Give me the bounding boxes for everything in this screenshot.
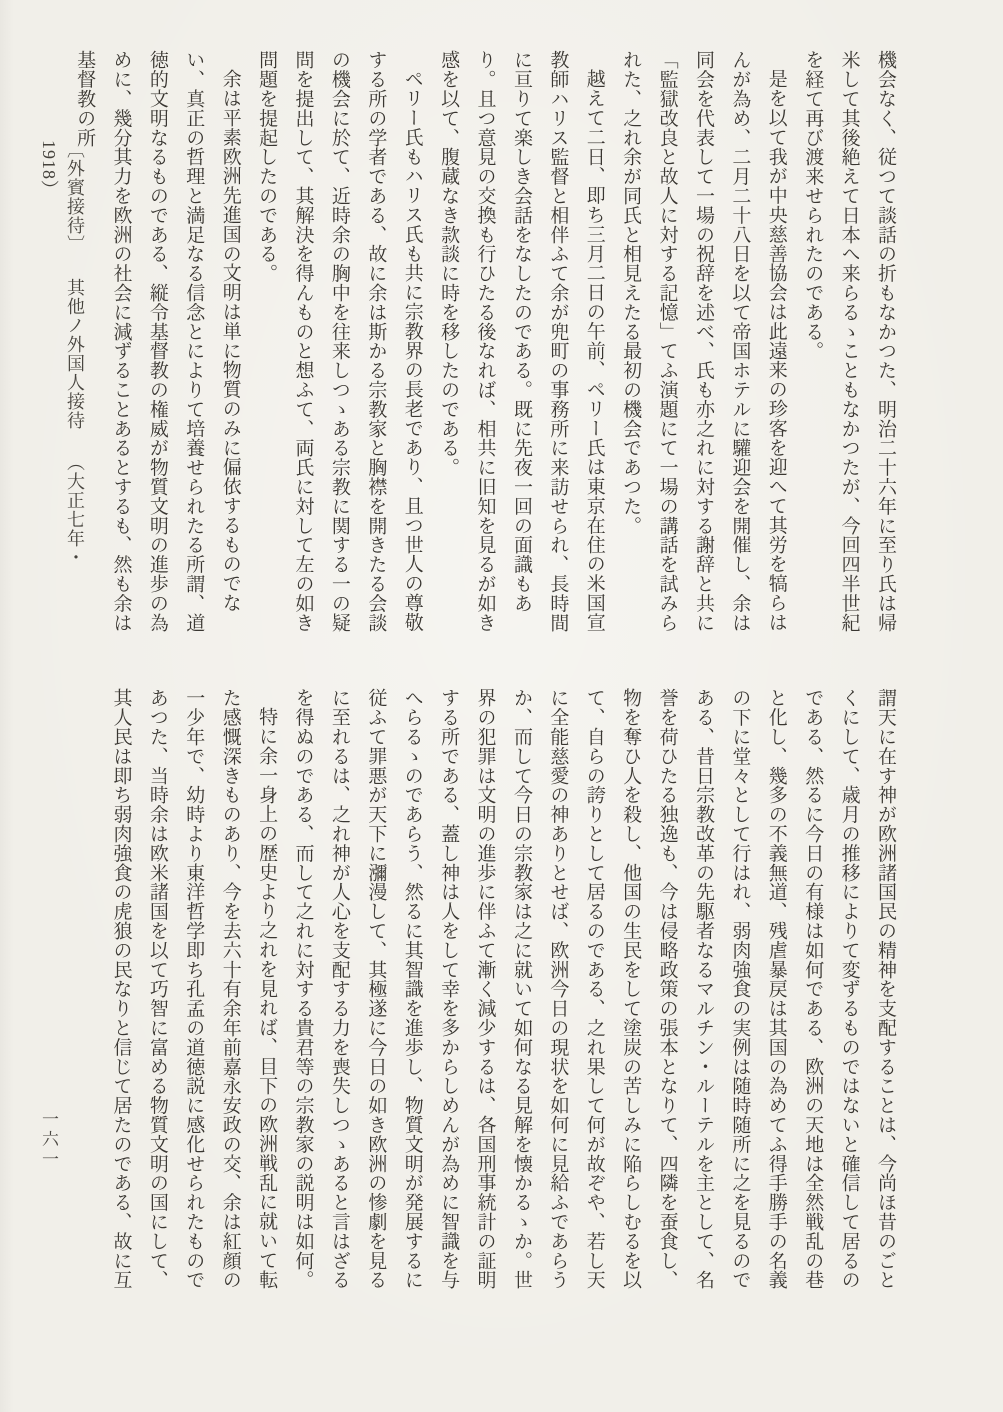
- paragraph: 機会なく、従つて談話の折もなかつた、明治二十六年に至り氏は帰米して其後絶えて日本へ来らるゝこともなかつたが、今回四半世紀を経て再び渡来せられたのである。: [802, 50, 896, 632]
- running-header-bracket-label: 〔外賓接待〕: [65, 140, 85, 254]
- page-number: 一六一: [39, 1110, 58, 1170]
- paragraph: 余は平素欧洲先進国の文明は単に物質のみに偏依するものでない、真正の哲理と満足なる信念とによりて培養せられたる所謂、道徳的文明なるものである、縦令基督教の権威が物質文明の進歩の為めに、幾分其力を欧洲の社会に減ずることあるとするも、然も余は基督教の所: [74, 50, 241, 632]
- paragraph: ペリー氏もハリス氏も共に宗教界の長老であり、且つ世人の尊敬する所の学者である、故に余は斯かる宗教家と胸襟を開きたる会談の機会に於て、近時余の胸中を往来しつゝある宗教に関する一の疑問を提出して、其解決を得んものと想ふて、両氏に対して左の如き問題を提起したのである。: [256, 50, 423, 632]
- running-header: [36, 140, 88, 600]
- paragraph: 謂天に在す神が欧洲諸国民の精神を支配することは、今尚ほ昔のごとくにして、歳月の推移によりて変ずるものではないと確信して居るのである、然るに今日の有様は如何である、欧洲の天地は全然戦乱の巷と化し、幾多の不義無道、残虐暴戻は其国の為めてふ得手勝手の名義の下に堂々として行はれ、弱肉強食の実例は随時随所に之を見るのである、昔日宗教改革の先駆者なるマルチン・ルーテルを主として、名誉を荷ひたる独逸も、今は侵略政策の張本となりて、四隣を蚕食し、物を奪ひ人を殺し、他国の生民をして塗炭の苦しみに陥らしむるを以て、自らの誇りとして居るのである、之れ果して何が故ぞや、若し天に全能慈愛の神ありとせば、欧洲今日の現状を如何に見給ふであらうか、而して今日の宗教家は之に就いて如何なる見解を懐かるゝか。世界の犯罪は文明の進歩に伴ふて漸く減少するは、各国刑事統計の証明する所である、蓋し神は人をして幸を多からしめんが為めに智識を与へらるゝのであらう、然るに其智識を進歩し、物質文明が発展するに従ふて罪悪が天下に瀰漫して、其極遂に今日の如き欧洲の惨劇を見るに至れるは、之れ神が人心を支配する力を喪失しつゝあると言はざるを得ぬのである、而して之れに対する貴君等の宗教家の説明は如何。: [292, 688, 896, 1290]
- paragraph: 是を以て我が中央慈善協会は此遠来の珍客を迎へて其労を犒らはんが為め、二月二十八日を以て帝国ホテルに驩迎会を開催し、余は同会を代表して一場の祝辞を述べ、氏も亦之れに対する謝辞と共に「監獄改良と故人に対する記憶」てふ演題にて一場の講話を試みられた、之れ余が同氏と相見えたる最初の機会であつた。: [620, 50, 787, 632]
- running-header-section-title: 其他ノ外国人接待: [65, 277, 85, 430]
- lower-text-register: [89, 688, 903, 1296]
- paragraph: 特に余一身上の歴史より之れを見れば、目下の欧洲戦乱に就いて転た感慨深きものあり、今を去六十有余年前嘉永安政の交、余は紅顔の一少年で、幼時より東洋哲学即ち孔孟の道徳説に感化せられたものであつた、当時余は欧米諸国を以て巧智に富める物質文明の国にして、其人民は即ち弱肉強食の虎狼の民なりと信じて居たのである、故に互: [110, 688, 278, 1290]
- running-header-date-label: （大正七年・1918）: [39, 140, 85, 567]
- paragraph: 越えて二日、即ち三月二日の午前、ペリー氏は東京在住の米国宣教師ハリス監督と相伴ふて余が兜町の事務所に来訪せられ、長時間に亘りて楽しき会話をなしたのである。既に先夜一回の面識もあり。且つ意見の交換も行ひたる後なれば、相共に旧知を見るが如き感を以て、腹蔵なき款談に時を移したのである。: [438, 50, 605, 632]
